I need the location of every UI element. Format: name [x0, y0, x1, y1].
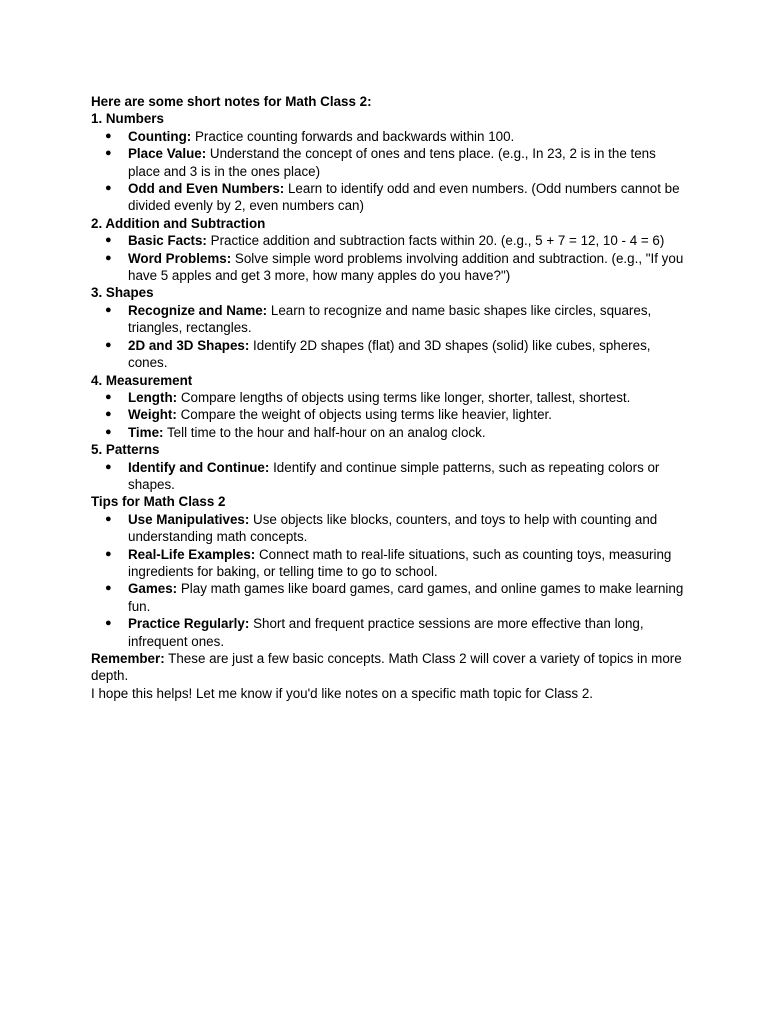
list-item [91, 180, 691, 215]
list-item [91, 511, 691, 546]
item-label: 2D and 3D Shapes: [128, 337, 250, 353]
list-item [91, 389, 691, 406]
item-text: Solve simple word problems involving addition and subtraction. (e.g., "If you have 5 apples and get 3 more, how many apples do you have?") [128, 250, 684, 284]
item-label: Games: [128, 581, 178, 597]
item-text: Practice addition and subtraction facts within 20. (e.g., 5 + 7 = 12, 10 - 4 = 6) [210, 233, 665, 249]
bullet-list [91, 459, 691, 494]
item-label: Counting: [128, 128, 192, 144]
list-item [91, 424, 691, 441]
section-heading: 3. Shapes [91, 285, 154, 301]
list-item [91, 459, 691, 494]
bullet-list [91, 511, 691, 650]
list-item [91, 302, 691, 337]
item-text: Play math games like board games, card games, and online games to make learning fun. [128, 581, 684, 614]
remember-text: These are just a few basic concepts. Math Class 2 will cover a variety of topics in more depth. [91, 651, 682, 684]
item-text: Identify and continue simple patterns, such as repeating colors or shapes. [128, 459, 660, 492]
item-text: Compare lengths of objects using terms like longer, shorter, tallest, shortest. [180, 389, 631, 405]
item-label: Word Problems: [128, 250, 232, 266]
item-label: Place Value: [128, 146, 207, 162]
list-item [91, 128, 691, 145]
item-label: Length: [128, 389, 178, 405]
document-page [91, 93, 691, 702]
item-text: Understand the concept of ones and tens place. (e.g., In 23, 2 is in the tens place and 3 is in the ones place) [128, 146, 656, 179]
item-label: Odd and Even Numbers: [128, 181, 285, 197]
item-label: Use Manipulatives: [128, 511, 250, 527]
item-label: Practice Regularly: [128, 616, 250, 632]
list-item [91, 546, 691, 581]
item-text: Compare the weight of objects using terms like heavier, lighter. [180, 407, 552, 423]
list-item [91, 145, 691, 180]
item-text: Connect math to real-life situations, such as counting toys, measuring ingredients for baking, or telling time to go to school. [128, 546, 672, 579]
list-item [91, 615, 691, 650]
remember-label: Remember: [91, 651, 165, 666]
list-item [91, 580, 691, 615]
section-heading: Tips for Math Class 2 [91, 494, 226, 510]
item-text: Identify 2D shapes (flat) and 3D shapes (solid) like cubes, spheres, cones. [128, 337, 651, 371]
item-text: Learn to recognize and name basic shapes like circles, squares, triangles, rectangles. [128, 302, 652, 336]
item-text: Practice counting forwards and backwards within 100. [194, 128, 515, 144]
section-heading: 2. Addition and Subtraction [91, 215, 266, 231]
bullet-list [91, 389, 691, 441]
bullet-list [91, 128, 691, 215]
item-label: Basic Facts: [128, 233, 207, 249]
bullet-list [91, 302, 691, 372]
item-label: Recognize and Name: [128, 302, 268, 318]
item-label: Identify and Continue: [128, 459, 270, 475]
item-text: Short and frequent practice sessions are more effective than long, infrequent ones. [128, 616, 644, 649]
item-label: Time: [128, 424, 164, 440]
item-text: Use objects like blocks, counters, and toys to help with counting and understanding math concepts. [128, 511, 658, 545]
bullet-list [91, 232, 691, 284]
list-item [91, 250, 691, 285]
remember-paragraph [91, 650, 691, 685]
item-label: Real-Life Examples: [128, 546, 256, 562]
section-heading: 1. Numbers [91, 111, 164, 127]
item-text: Learn to identify odd and even numbers. (Odd numbers cannot be divided evenly by 2, even numbers can) [128, 181, 680, 214]
list-item [91, 337, 691, 372]
list-item [91, 232, 691, 249]
item-label: Weight: [128, 407, 177, 423]
list-item [91, 406, 691, 423]
intro-heading: Here are some short notes for Math Class 2: [91, 94, 372, 109]
section-heading: 5. Patterns [91, 442, 160, 458]
closing-paragraph: I hope this helps! Let me know if you'd like notes on a specific math topic for Class 2. [91, 685, 593, 701]
item-text: Tell time to the hour and half-hour on an analog clock. [166, 424, 486, 440]
section-heading: 4. Measurement [91, 372, 193, 388]
